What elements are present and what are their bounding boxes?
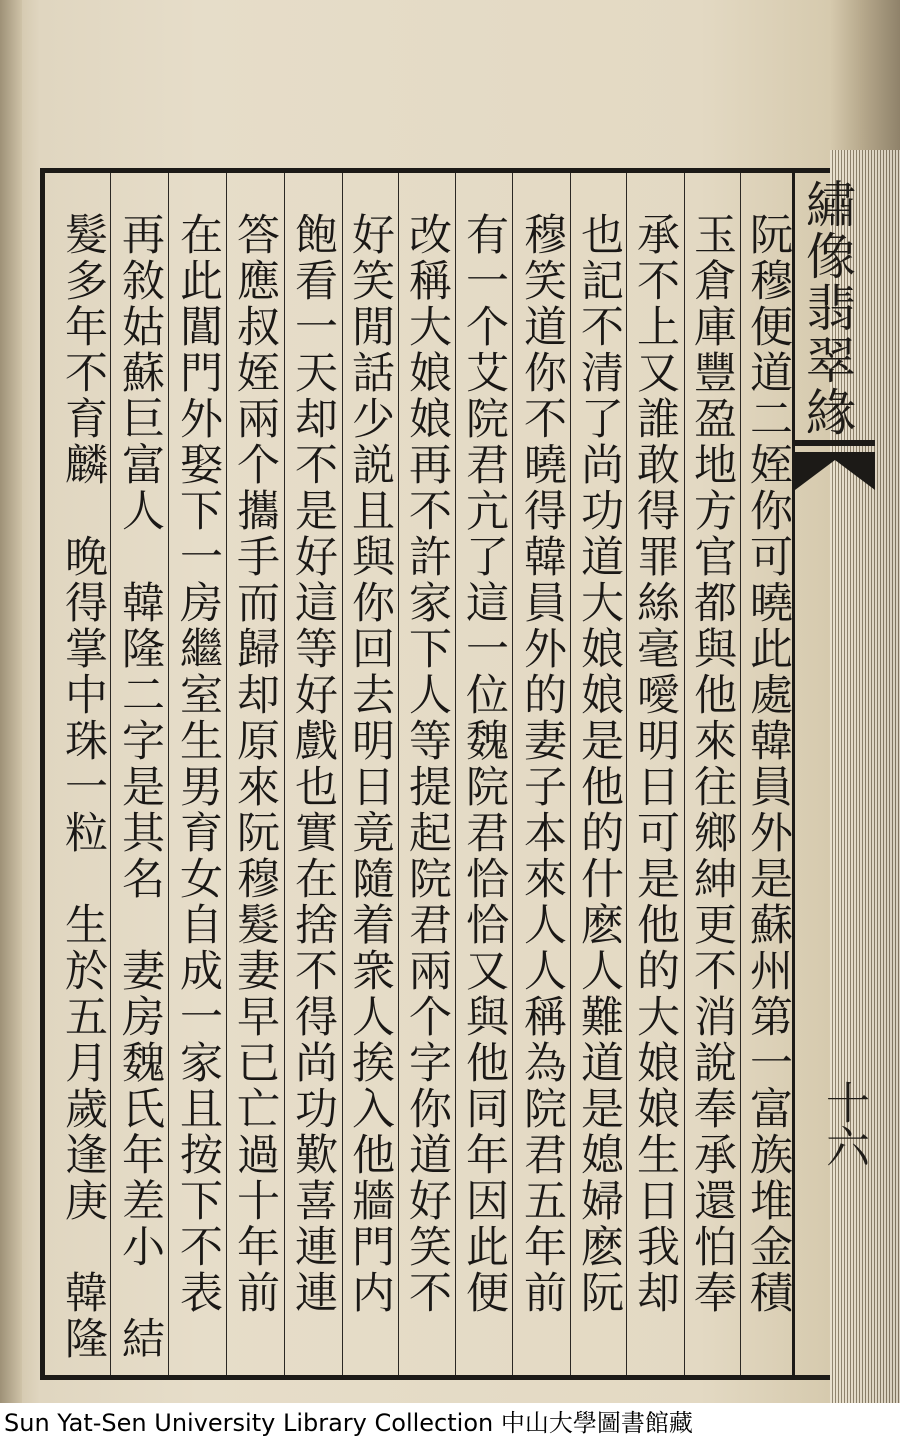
book-title: 繡像翡翠緣 xyxy=(798,178,856,438)
column-rule xyxy=(512,173,513,1375)
text-column-5: 穆笑道你不曉得韓員外的妻子本來人人稱為院君五年前 xyxy=(517,212,567,1316)
text-column-4: 也記不清了尚功道大娘娘是他的什麽人難道是媳婦麽阮 xyxy=(574,212,624,1316)
folio-number: 十六 xyxy=(818,1080,869,1168)
text-column-8: 好笑閒話少説且與你回去明日竟隨着衆人挨入他牆門内 xyxy=(345,212,395,1316)
fishtail-mark xyxy=(795,430,875,500)
collection-caption: Sun Yat-Sen University Library Collection 中山大學圖書館藏 xyxy=(0,1403,900,1443)
text-column-6: 有一个艾院君亢了這一位魏院君恰恰又與他同年因此便 xyxy=(459,212,509,1316)
binding-shadow xyxy=(0,0,22,1443)
text-column-12: 再敘姑蘇巨富人 韓隆二字是其名 妻房魏氏年差小 結 xyxy=(115,212,165,1362)
column-rule xyxy=(168,173,169,1375)
text-column-7: 改稱大娘娘再不許家下人等提起院君兩个字你道好笑不 xyxy=(402,212,452,1316)
text-column-9: 飽看一天却不是好這等好戲也實在捨不得尚功歎喜連連 xyxy=(288,212,338,1316)
text-column-3: 承不上又誰敢得罪絲毫噯明日可是他的大娘娘生日我却 xyxy=(630,212,680,1316)
text-column-13: 髮多年不育麟 晚得掌中珠一粒 生於五月歲逢庚 韓隆 xyxy=(58,212,108,1362)
text-column-2: 玉倉庫豐盈地方官都與他來往鄉紳更不消說奉承還怕奉 xyxy=(687,212,737,1316)
text-column-10: 答應叔姪兩个攜手而歸却原來阮穆髮妻早已亡過十年前 xyxy=(230,212,280,1316)
text-column-11: 在此閶門外娶下一房繼室生男育女自成一家且按下不表 xyxy=(173,212,223,1316)
text-column-1: 阮穆便道二姪你可曉此處韓員外是蘇州第一富族堆金積 xyxy=(743,212,793,1316)
